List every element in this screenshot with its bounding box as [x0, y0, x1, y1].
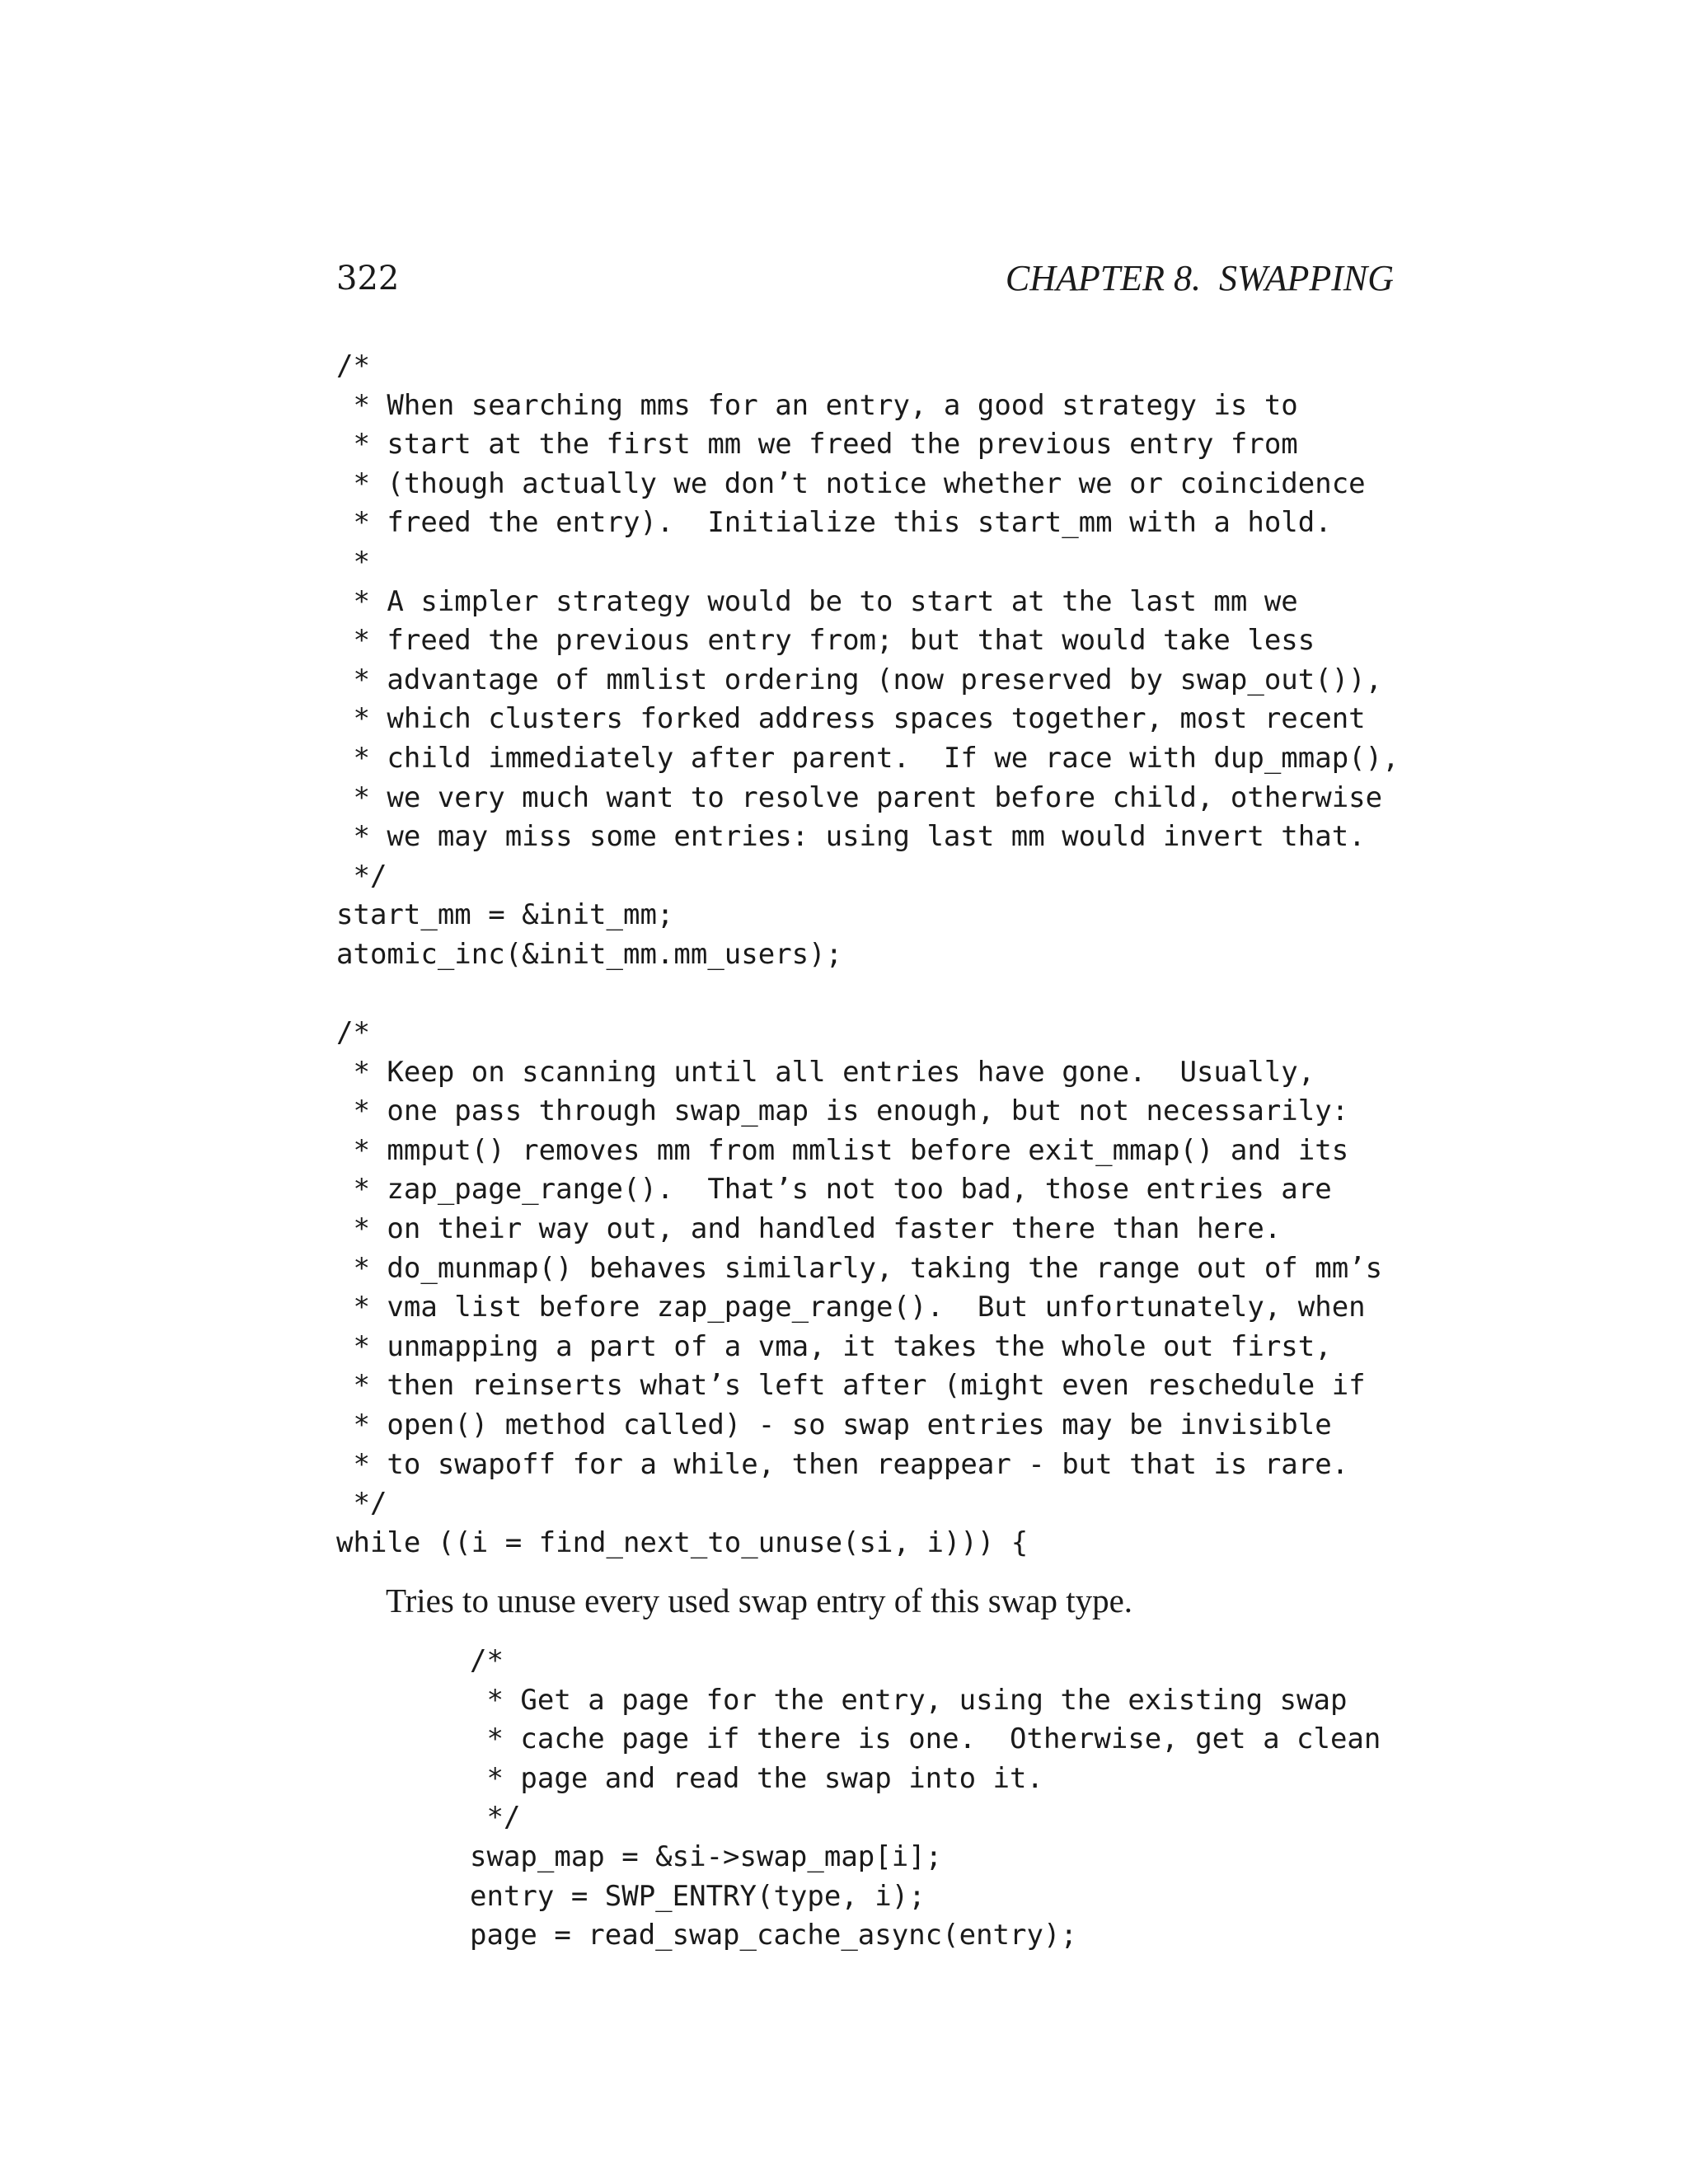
code-line: * vma list before zap_page_range(). But unfortunately, when: [336, 1291, 1366, 1324]
code-line: /*: [336, 349, 370, 382]
code-line: page = read_swap_cache_async(entry);: [470, 1919, 1077, 1952]
code-line: * freed the previous entry from; but that would take less: [336, 624, 1315, 658]
code-line: * unmapping a part of a vma, it takes the whole out first,: [336, 1329, 1332, 1363]
code-line: */: [336, 859, 387, 893]
code-line: * do_munmap() behaves similarly, taking the range out of mm’s: [336, 1251, 1383, 1285]
code-line: * to swapoff for a while, then reappear - but that is rare.: [336, 1447, 1349, 1481]
code-line: */: [470, 1801, 521, 1835]
code-line: * cache page if there is one. Otherwise, get a clean: [470, 1722, 1381, 1756]
code-line: * then reinserts what’s left after (might even reschedule if: [336, 1369, 1366, 1403]
code-line: start_mm = &init_mm;: [336, 898, 674, 932]
code-listing-bottom: [470, 1642, 1381, 1956]
code-line: * mmput() removes mm from mmlist before exit_mmap() and its: [336, 1133, 1349, 1167]
code-line: while ((i = find_next_to_unuse(si, i))) {: [336, 1526, 1029, 1559]
code-line: entry = SWP_ENTRY(type, i);: [470, 1879, 926, 1913]
code-line: * A simpler strategy would be to start at the last mm we: [336, 584, 1298, 618]
code-line: swap_map = &si->swap_map[i];: [470, 1840, 943, 1873]
code-line: * we may miss some entries: using last mm would invert that.: [336, 820, 1366, 854]
code-line: * advantage of mmlist ordering (now preserved by swap_out()),: [336, 663, 1383, 696]
code-line: * When searching mms for an entry, a good strategy is to: [336, 388, 1298, 422]
code-line: * we very much want to resolve parent before child, otherwise: [336, 780, 1383, 814]
code-listing-top: [336, 347, 1400, 1563]
code-line: */: [336, 1487, 387, 1521]
code-line: * open() method called) - so swap entries may be invisible: [336, 1408, 1332, 1442]
code-line: * (though actually we don’t notice whether we or coincidence: [336, 466, 1366, 500]
code-line: *: [336, 545, 370, 579]
running-head: CHAPTER 8. SWAPPING: [1005, 258, 1394, 298]
code-line: * one pass through swap_map is enough, but not necessarily:: [336, 1094, 1349, 1128]
code-line: * zap_page_range(). That’s not too bad, those entries are: [336, 1173, 1332, 1207]
code-line: * which clusters forked address spaces together, most recent: [336, 702, 1366, 736]
code-line: * freed the entry). Initialize this start_mm with a hold.: [336, 506, 1332, 540]
code-line: atomic_inc(&init_mm.mm_users);: [336, 937, 843, 971]
code-line: * page and read the swap into it.: [470, 1761, 1043, 1795]
page-number: 322: [336, 260, 400, 298]
code-line: [336, 975, 1400, 1015]
code-line: * Get a page for the entry, using the existing swap: [470, 1683, 1348, 1717]
code-line: * start at the first mm we freed the previous entry from: [336, 428, 1298, 462]
code-line: * on their way out, and handled faster there than here.: [336, 1212, 1282, 1246]
code-line: * Keep on scanning until all entries have gone. Usually,: [336, 1055, 1315, 1089]
prose-paragraph: Tries to unuse every used swap entry of this swap type.: [386, 1582, 1133, 1619]
code-line: /*: [336, 1016, 370, 1050]
code-line: * child immediately after parent. If we race with dup_mmap(),: [336, 741, 1400, 775]
code-line: /*: [470, 1644, 504, 1677]
